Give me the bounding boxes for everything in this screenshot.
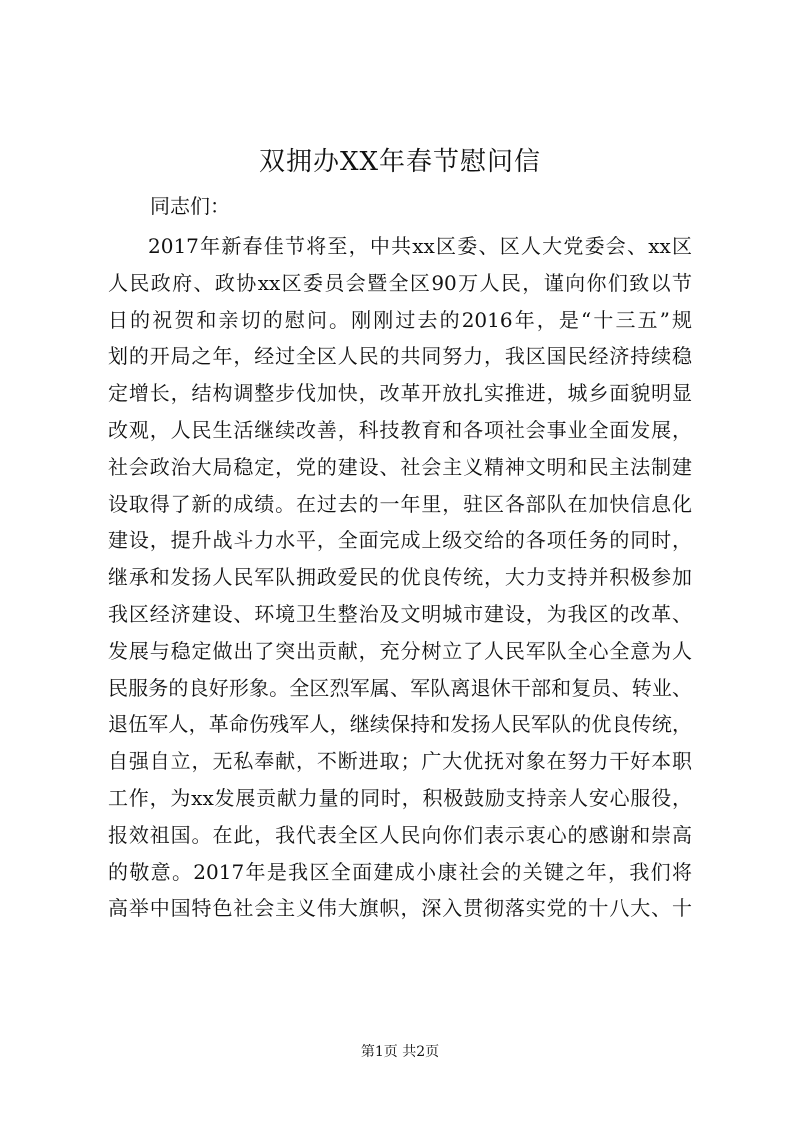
body-line: 日的祝贺和亲切的慰问。刚刚过去的2016年，是“十三五”规 [108,307,692,332]
letter-body [108,230,692,929]
body-line: 人民政府、政协xx区委员会暨全区90万人民，谨向你们致以节 [108,270,692,295]
body-line: 继承和发扬人民军队拥政爱民的优良传统，大力支持并积极参加 [108,565,692,590]
body-line: 发展与稳定做出了突出贡献，充分树立了人民军队全心全意为人 [108,638,692,663]
document-title: 双拥办XX年春节慰问信 [258,147,542,177]
body-line: 的敬意。2017年是我区全面建成小康社会的关键之年，我们将 [108,859,692,884]
body-line: 2017年新春佳节将至，中共xx区委、区人大党委会、xx区 [148,234,692,258]
body-line: 高举中国特色社会主义伟大旗帜，深入贯彻落实党的十八大、十 [108,896,692,921]
body-line: 工作，为xx发展贡献力量的同时，积极鼓励支持亲人安心服役， [108,785,692,810]
body-line: 定增长，结构调整步伐加快，改革开放扎实推进，城乡面貌明显 [108,381,692,406]
body-line: 设取得了新的成绩。在过去的一年里，驻区各部队在加快信息化 [108,491,692,516]
salutation: 同志们： [150,194,230,218]
body-line: 自强自立，无私奉献，不断进取；广大优抚对象在努力干好本职 [108,749,692,774]
body-line: 退伍军人，革命伤残军人，继续保持和发扬人民军队的优良传统， [108,712,692,737]
body-line: 社会政治大局稳定，党的建设、社会主义精神文明和民主法制建 [108,454,692,479]
body-line: 划的开局之年，经过全区人民的共同努力，我区国民经济持续稳 [108,344,692,369]
body-line: 民服务的良好形象。全区烈军属、军队离退休干部和复员、转业、 [108,675,692,700]
page-footer: 第1页 共2页 [360,1044,440,1060]
body-line: 报效祖国。在此，我代表全区人民向你们表示衷心的感谢和崇高 [108,822,692,847]
body-line: 我区经济建设、环境卫生整治及文明城市建设，为我区的改革、 [108,601,692,626]
body-line: 改观，人民生活继续改善，科技教育和各项社会事业全面发展， [108,417,692,442]
body-line: 建设，提升战斗力水平，全面完成上级交给的各项任务的同时， [108,528,692,553]
